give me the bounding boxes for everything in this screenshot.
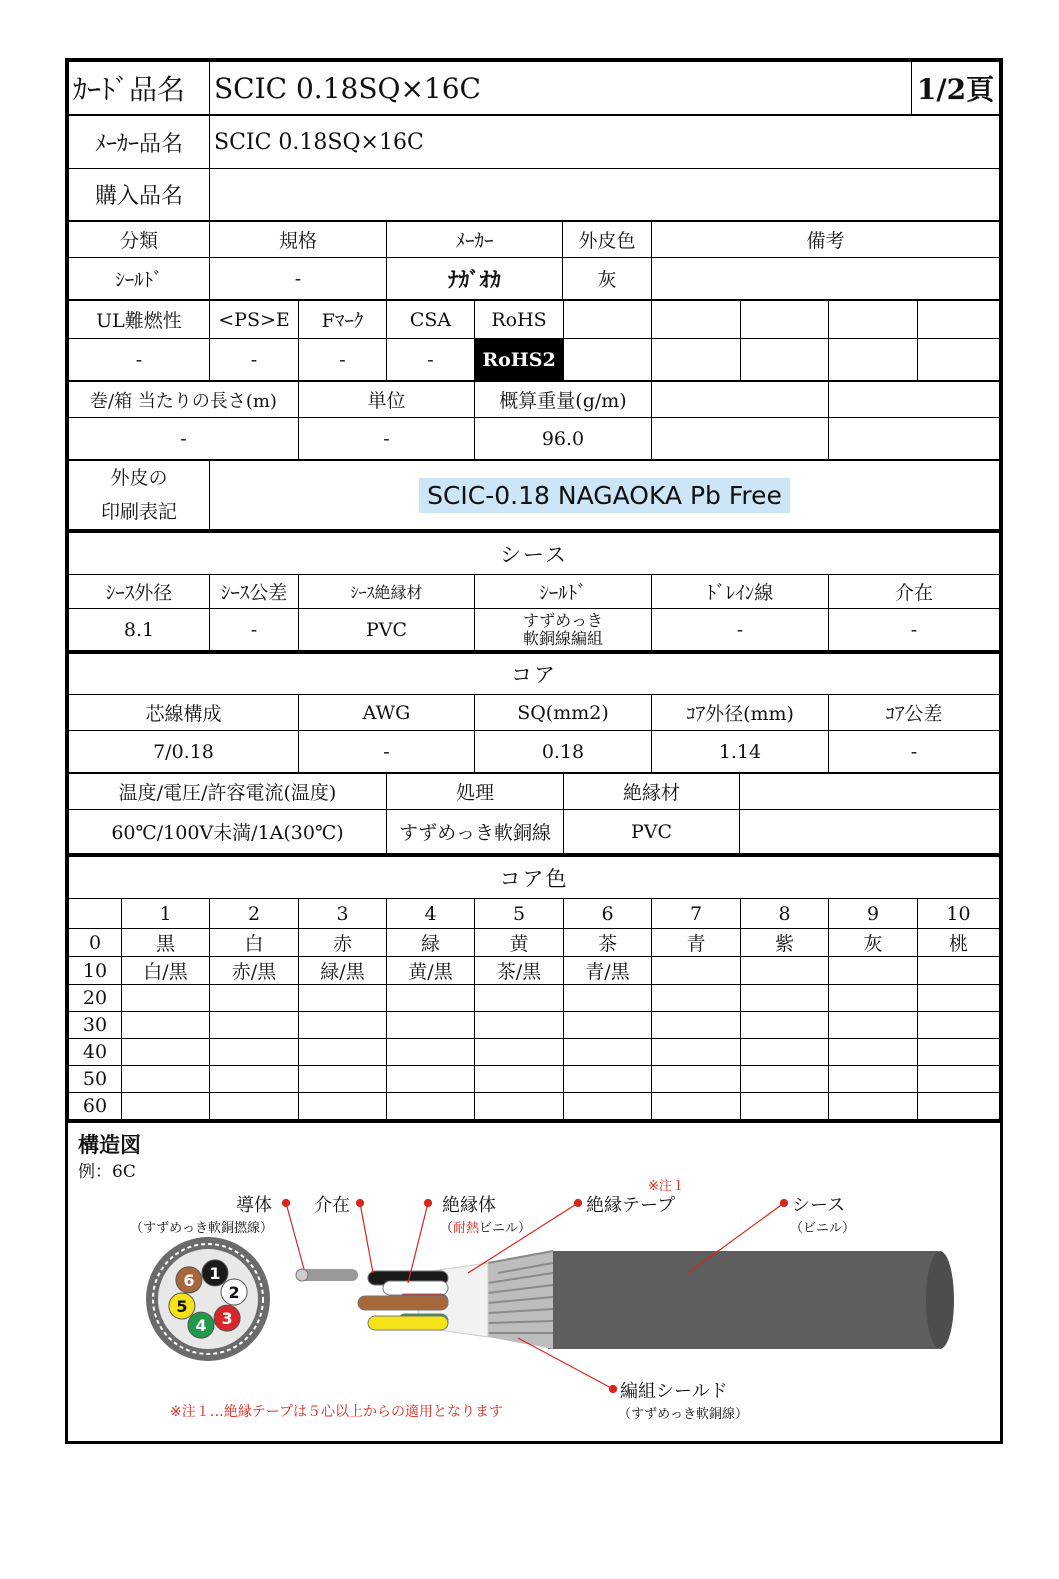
color-row-label: 10	[69, 957, 122, 985]
sheath-header-drain: ﾄﾞﾚｲﾝ線	[652, 575, 829, 609]
cable-sheath	[548, 1251, 953, 1349]
core-header-od: ｺｱ外径(mm)	[652, 695, 829, 731]
color-cell	[299, 1066, 387, 1093]
cert-value-csa: -	[387, 339, 475, 381]
color-row-label: 40	[69, 1039, 122, 1066]
cert-table	[68, 300, 1000, 381]
color-cell	[829, 985, 918, 1012]
maker-table	[68, 115, 1000, 221]
sheath-value-tol: -	[210, 609, 299, 651]
core-table	[68, 651, 1000, 773]
cert-empty	[741, 339, 829, 381]
color-cell	[475, 1066, 564, 1093]
insulator-heat-text: 耐熱	[453, 1221, 480, 1236]
color-cell	[741, 985, 829, 1012]
color-cell	[299, 1039, 387, 1066]
core-color-body	[69, 899, 1000, 1120]
sheath-value-material: PVC	[299, 609, 475, 651]
header-table	[68, 61, 1000, 115]
color-row-label: 50	[69, 1066, 122, 1093]
color-row-label: 20	[69, 985, 122, 1012]
color-col-header: 4	[387, 899, 475, 929]
color-cell	[652, 1066, 741, 1093]
structure-diagram	[68, 1120, 1000, 1443]
color-cell	[122, 1012, 210, 1039]
color-cell	[475, 985, 564, 1012]
label-braid-sub: （すずめっき軟銅線）	[618, 1407, 749, 1422]
purchase-name-value	[210, 169, 1000, 221]
treatment-value-process: すずめっき軟銅線	[387, 810, 564, 854]
label-tape: 絶縁テープ	[586, 1195, 676, 1216]
label-filler: 介在	[314, 1195, 350, 1216]
core-header-awg: AWG	[299, 695, 475, 731]
length-table	[68, 381, 1000, 460]
core-number: 4	[195, 1316, 207, 1336]
label-sheath: シース	[792, 1195, 846, 1216]
color-row-label: 0	[69, 929, 122, 957]
color-cell	[829, 1039, 918, 1066]
print-cell	[210, 461, 1000, 531]
color-cell: 茶	[564, 929, 652, 957]
sheath-header-filler: 介在	[829, 575, 1000, 609]
card-name-label: ｶｰﾄﾞ品名	[69, 62, 210, 115]
color-cell	[829, 1066, 918, 1093]
print-marking-text: SCIC-0.18 NAGAOKA Pb Free	[419, 478, 790, 513]
color-cell	[122, 1093, 210, 1120]
cert-value-fmark: -	[299, 339, 387, 381]
color-col-header: 9	[829, 899, 918, 929]
color-cell	[299, 1093, 387, 1120]
treatment-table	[68, 773, 1000, 854]
sheath-header-od: ｼｰｽ外径	[69, 575, 210, 609]
core-number: 6	[183, 1270, 195, 1290]
length-empty	[829, 382, 1000, 418]
label-braid: 編組シールド	[620, 1381, 728, 1402]
color-row-label: 60	[69, 1093, 122, 1120]
sheath-value-drain: -	[652, 609, 829, 651]
color-cell: 茶/黒	[475, 957, 564, 985]
core-value-strand: 7/0.18	[69, 731, 299, 773]
color-cell: 緑	[387, 929, 475, 957]
sheath-section-title: シース	[69, 533, 1000, 575]
color-cell: 赤/黒	[210, 957, 299, 985]
core-header-sq: SQ(mm2)	[475, 695, 652, 731]
treatment-header-rating: 温度/電圧/許容電流(温度)	[69, 774, 387, 810]
structure-example: 例：6C	[78, 1162, 136, 1182]
shield-line2: 軟銅線編組	[522, 628, 603, 648]
length-header: 巻/箱 当たりの長さ(m)	[69, 382, 299, 418]
label-conductor-sub: （すずめっき軟銅撚線）	[130, 1221, 274, 1236]
color-cell	[918, 1093, 1000, 1120]
cert-empty	[652, 339, 741, 381]
color-cell: 青	[652, 929, 741, 957]
color-cell: 黄	[475, 929, 564, 957]
cert-header-csa: CSA	[387, 301, 475, 339]
color-cell	[210, 1012, 299, 1039]
treatment-value-rating: 60℃/100V未満/1A(30℃)	[69, 810, 387, 854]
color-cell	[741, 1093, 829, 1120]
rohs-badge: RoHS2	[475, 339, 564, 381]
color-cell	[387, 985, 475, 1012]
structure-title: 構造図	[78, 1133, 141, 1157]
sheath-value-filler: -	[829, 609, 1000, 651]
color-cell	[387, 1093, 475, 1120]
label-tape-note: ※注１	[648, 1179, 685, 1194]
sheath-table	[68, 532, 1000, 651]
color-cell	[829, 1093, 918, 1120]
cert-empty	[918, 301, 1000, 339]
core-header-tol: ｺｱ公差	[829, 695, 1000, 731]
color-col-header: 10	[918, 899, 1000, 929]
core-header-strand: 芯線構成	[69, 695, 299, 731]
color-cell	[918, 957, 1000, 985]
cert-value-ul: -	[69, 339, 210, 381]
color-cell	[564, 1066, 652, 1093]
color-cell: 黄/黒	[387, 957, 475, 985]
core-value-sq: 0.18	[475, 731, 652, 773]
color-cell	[652, 957, 741, 985]
color-cell	[741, 1012, 829, 1039]
color-col-header: 5	[475, 899, 564, 929]
color-cell	[741, 1066, 829, 1093]
info-value-color: 灰	[563, 258, 652, 300]
color-corner	[69, 899, 122, 929]
color-cell	[918, 1012, 1000, 1039]
color-cell	[564, 1012, 652, 1039]
side-cores	[358, 1271, 448, 1330]
color-row-label: 30	[69, 1012, 122, 1039]
treatment-value-insulator: PVC	[564, 810, 740, 854]
maker-name-label: ﾒｰｶｰ品名	[69, 116, 210, 169]
color-cell	[299, 985, 387, 1012]
color-cell	[475, 1093, 564, 1120]
color-cell	[564, 1039, 652, 1066]
color-cell	[122, 985, 210, 1012]
side-core	[358, 1296, 448, 1310]
core-section-title: コア	[69, 653, 1000, 695]
label-sheath-sub: （ビニル）	[790, 1221, 856, 1236]
core-number: 5	[176, 1296, 188, 1316]
info-header-color: 外皮色	[563, 222, 652, 258]
info-value-remarks	[652, 258, 1000, 300]
cert-header-pse: <PS>E	[210, 301, 299, 339]
cable-illustration	[68, 1123, 1000, 1443]
color-cell	[210, 1066, 299, 1093]
color-cell	[829, 957, 918, 985]
treatment-header-insulator: 絶縁材	[564, 774, 740, 810]
color-cell	[652, 985, 741, 1012]
info-table	[68, 221, 1000, 300]
color-cell	[387, 1012, 475, 1039]
footnote: ※注１…絶縁テープは５心以上からの適用となります	[170, 1404, 504, 1420]
print-label-line1: 外皮の	[110, 467, 168, 489]
color-cell: 青/黒	[564, 957, 652, 985]
color-cell	[210, 1093, 299, 1120]
length-empty	[829, 418, 1000, 460]
color-cell	[299, 1012, 387, 1039]
core-color-title: コア色	[69, 856, 1000, 899]
cert-header-rohs: RoHS	[475, 301, 564, 339]
color-cell	[741, 1039, 829, 1066]
weight-value: 96.0	[475, 418, 652, 460]
color-cell	[387, 1039, 475, 1066]
side-core	[368, 1316, 448, 1330]
color-col-header: 2	[210, 899, 299, 929]
cert-empty	[564, 301, 652, 339]
color-cell: 灰	[829, 929, 918, 957]
label-insulator: 絶縁体	[442, 1195, 496, 1216]
core-number: 1	[209, 1263, 221, 1283]
color-cell: 白/黒	[122, 957, 210, 985]
length-empty	[652, 382, 829, 418]
color-col-header: 8	[741, 899, 829, 929]
color-col-header: 1	[122, 899, 210, 929]
unit-value: -	[299, 418, 475, 460]
info-header-standard: 規格	[210, 222, 387, 258]
cert-header-fmark: Fﾏｰｸ	[299, 301, 387, 339]
color-cell	[829, 1012, 918, 1039]
color-cell	[652, 1012, 741, 1039]
sheath-header-material: ｼｰｽ絶縁材	[299, 575, 475, 609]
color-cell	[652, 1093, 741, 1120]
info-value-standard: -	[210, 258, 387, 300]
cert-empty	[829, 301, 918, 339]
length-value: -	[69, 418, 299, 460]
info-header-category: 分類	[69, 222, 210, 258]
core-value-awg: -	[299, 731, 475, 773]
page-indicator: 1/2頁	[912, 62, 1000, 115]
weight-header: 概算重量(g/m)	[475, 382, 652, 418]
core-value-tol: -	[829, 731, 1000, 773]
cable-end	[926, 1251, 954, 1349]
cert-empty	[741, 301, 829, 339]
color-cell	[918, 1066, 1000, 1093]
treatment-empty	[740, 774, 1000, 810]
info-value-category: ｼｰﾙﾄﾞ	[69, 258, 210, 300]
color-cell	[741, 957, 829, 985]
print-table	[68, 460, 1000, 532]
shield-line1: すずめっき	[522, 610, 603, 630]
core-number: 2	[228, 1283, 240, 1303]
color-col-header: 6	[564, 899, 652, 929]
cert-value-pse: -	[210, 339, 299, 381]
cert-header-ul: UL難燃性	[69, 301, 210, 339]
purchase-name-label: 購入品名	[69, 169, 210, 221]
label-insulator-sub: （耐熱ビニル）	[440, 1221, 532, 1236]
color-col-header: 3	[299, 899, 387, 929]
cert-empty	[652, 301, 741, 339]
color-cell	[918, 985, 1000, 1012]
color-cell	[122, 1066, 210, 1093]
conductor-tip	[296, 1269, 308, 1281]
sheath-header-shield: ｼｰﾙﾄﾞ	[475, 575, 652, 609]
color-cell: 紫	[741, 929, 829, 957]
color-cell	[210, 1039, 299, 1066]
maker-name-value: SCIC 0.18SQ×16C	[210, 116, 1000, 169]
cert-empty	[829, 339, 918, 381]
color-cell: 緑/黒	[299, 957, 387, 985]
sheath-value-shield	[475, 609, 652, 651]
info-value-maker: ﾅｶﾞｵｶ	[387, 258, 563, 300]
info-header-remarks: 備考	[652, 222, 1000, 258]
card-name-value: SCIC 0.18SQ×16C	[210, 62, 912, 115]
cert-empty	[564, 339, 652, 381]
color-cell	[387, 1066, 475, 1093]
core-number: 3	[221, 1309, 233, 1329]
sheath-header-tol: ｼｰｽ公差	[210, 575, 299, 609]
treatment-header-process: 処理	[387, 774, 564, 810]
color-cell: 桃	[918, 929, 1000, 957]
core-value-od: 1.14	[652, 731, 829, 773]
print-label	[69, 461, 210, 531]
color-cell	[652, 1039, 741, 1066]
color-cell	[210, 985, 299, 1012]
color-cell	[918, 1039, 1000, 1066]
sheath-value-od: 8.1	[69, 609, 210, 651]
color-cell: 黒	[122, 929, 210, 957]
color-cell	[475, 1012, 564, 1039]
spec-sheet	[65, 58, 1003, 1444]
label-conductor: 導体	[236, 1195, 272, 1216]
print-label-line2: 印刷表記	[100, 501, 177, 523]
info-header-maker: ﾒｰｶｰ	[387, 222, 563, 258]
color-cell	[564, 1093, 652, 1120]
insulator-vinyl-text: ビニル	[479, 1221, 519, 1236]
treatment-empty	[740, 810, 1000, 854]
core-color-table	[68, 854, 1000, 1120]
color-cell	[475, 1039, 564, 1066]
cert-empty	[918, 339, 1000, 381]
length-empty	[652, 418, 829, 460]
color-cell	[122, 1039, 210, 1066]
color-cell	[564, 985, 652, 1012]
color-cell: 白	[210, 929, 299, 957]
side-core	[383, 1281, 448, 1295]
color-cell: 赤	[299, 929, 387, 957]
unit-header: 単位	[299, 382, 475, 418]
color-col-header: 7	[652, 899, 741, 929]
